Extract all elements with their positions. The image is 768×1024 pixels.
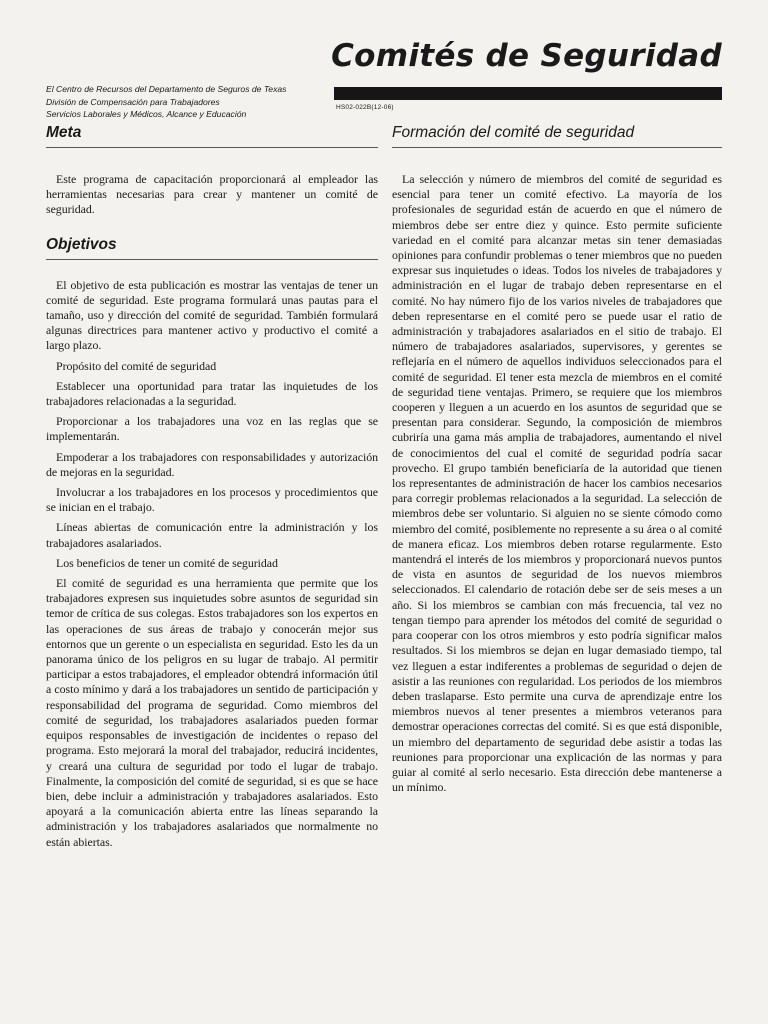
objetivos-paragraph: Empoderar a los trabajadores con responsabilidades y autorización de mejoras en la seguridad. — [46, 449, 378, 479]
agency-line: El Centro de Recursos del Departamento de Seguros de Texas — [46, 84, 287, 94]
beneficios-subheading: Los beneficios de tener un comité de seguridad — [56, 555, 278, 570]
left-column — [46, 124, 378, 850]
objetivos-section — [46, 236, 378, 850]
page-title: Comités de Seguridad — [331, 38, 722, 74]
objetivos-heading: Objetivos — [46, 236, 378, 260]
objetivos-paragraph: Involucrar a los trabajadores en los procesos y procedimientos que se inician en el trabajo. — [46, 485, 378, 515]
meta-section — [46, 124, 378, 218]
proposito-subheading: Propósito del comité de seguridad — [56, 358, 217, 373]
objetivos-paragraph: El objetivo de esta publicación es mostrar las ventajas de tener un comité de seguridad. Este programa formulará unas pautas para el tamaño, uso y dirección del comité de seguridad. También formulará algunas directrices para mantener activo y productivo el comité a largo plazo. — [46, 277, 378, 353]
objetivos-paragraph: Proporcionar a los trabajadores una voz en las reglas que se implementarán. — [46, 414, 378, 444]
agency-line: Servicios Laborales y Médicos, Alcance y Educación — [46, 109, 247, 120]
objetivos-paragraph: Líneas abiertas de comunicación entre la administración y los trabajadores asalariados. — [46, 520, 378, 550]
objetivos-paragraph: Establecer una oportunidad para tratar las inquietudes de los trabajadores relacionadas a la seguridad. — [46, 378, 378, 409]
beneficios-paragraph: El comité de seguridad es una herramienta que permite que los trabajadores expresen sus inquietudes sobre asuntos de seguridad sin temor de crítica de sus colegas. Estos trabajadores son los expertos en las operaciones de sus áreas de trabajo y conocerán mejor sus entornos que un gerente o un especialista en seguridad. Esto les da un panorama único de los peligros en su lugar de trabajo. Al permitir participar a estos trabajadores, el empleador obtendrá información útil a costo mínimo y dará a los trabajadores un sentido de participación y responsabilidad del programa de seguridad. Como miembros del comité de seguridad, los trabajadores asalariados pueden formar equipos responsables de investigación de incidentes o repaso del programa. Esto mejorará la moral del trabajador, reducirá incidentes, y creará una cultura de seguridad por todo el lugar de trabajo. Finalmente, la composición del comité de seguridad, si es que se hace bien, debe incluir a administración y trabajadores asalariados. Esto apoyará a la comunicación abierta entre las líneas separando la administración y los trabajadores asalariados que normalmente no están abiertas. — [46, 576, 378, 849]
document-code: HS02-022B(12-06) — [336, 104, 394, 111]
agency-block — [46, 83, 286, 121]
agency-line: División de Compensación para Trabajadores — [46, 96, 220, 107]
header-rule — [334, 87, 722, 100]
formacion-paragraph: La selección y número de miembros del comité de seguridad es esencial para tener un comité efectivo. La mayoría de los profesionales de seguridad están de acuerdo en que el número de miembros debe ser entre diez y quince. Esto permite suficiente variedad en el comité para alcanzar metas sin tener demasiadas opiniones para confundir problemas o tener miembros que no pueden expresar sus inquietudes o ideas. Todos los niveles de trabajadores y administración en el lugar de trabajo deben representarse en el comité. No hay número fijo de los varios niveles de trabajadores que deben representarse en el comité pero se puede usar el ratio de administración y trabajadores asalariados en el sitio de trabajo. El número de trabajadores asalariados, supervisores, y gerentes se reflejaría en el número de aquellos individuos seleccionados para el comité de seguridad. El tener esta mezcla de miembros en el comité de seguridad tiene ventajas. Primero, se requiere que los miembros cooperen y lleguen a un acuerdo en los asuntos de seguridad que se presentan para considerar. Segundo, la composición de miembros cubriría una gama más amplia de trabajadores, aumentando el nivel de conocimientos del cual el comité de seguridad podría sacar provecho. El grupo también beneficiaría de la autoridad que tienen los representantes de administración de hacer los cambios necesarios para corregir problemas relacionados a la seguridad. La selección de miembros debe ser voluntario. Si alguien no se siente cómodo como miembro del comité, posiblemente no represente a su área o al comité de manera eficaz. Los miembros deben rotarse regularmente. Esto mantendrá el interés de los miembros y proporcionará nuevos puntos de vista en asuntos de seguridad de los nuevos miembros seleccionados. El calendario de rotación debe ser de seis meses a un año. Si los miembros se cambian con más frecuencia, tal vez no tengan tiempo para aprender los métodos del comité de seguridad o para cooperar con los otros miembros y esto podría significar malos resultados. Si los miembros se dejan en lugar demasiado tiempo, tal vez lleguen a estar indiferentes a problemas de seguridad o dejen de asistir a las reuniones con regularidad. Los periodos de los miembros deben traslaparse. Esto permite una curva de aprendizaje entre los miembros nuevos al tener presentes a miembros veteranos para demostrar operaciones correctas del comité. Si es que está disponible, un miembro del departamento de seguridad debe asistir a todas las reuniones para proporcionar una explicación de las normas y para guiar al comité al serlo necesario. Esta dirección debe mantenerse a un mínimo. — [392, 172, 722, 795]
right-column — [392, 124, 722, 795]
meta-heading: Meta — [46, 124, 378, 148]
meta-text: Este programa de capacitación proporcionará al empleador las herramientas necesarias para crear y mantener un comité de seguridad. — [46, 172, 378, 217]
formacion-heading: Formación del comité de seguridad — [392, 124, 722, 148]
